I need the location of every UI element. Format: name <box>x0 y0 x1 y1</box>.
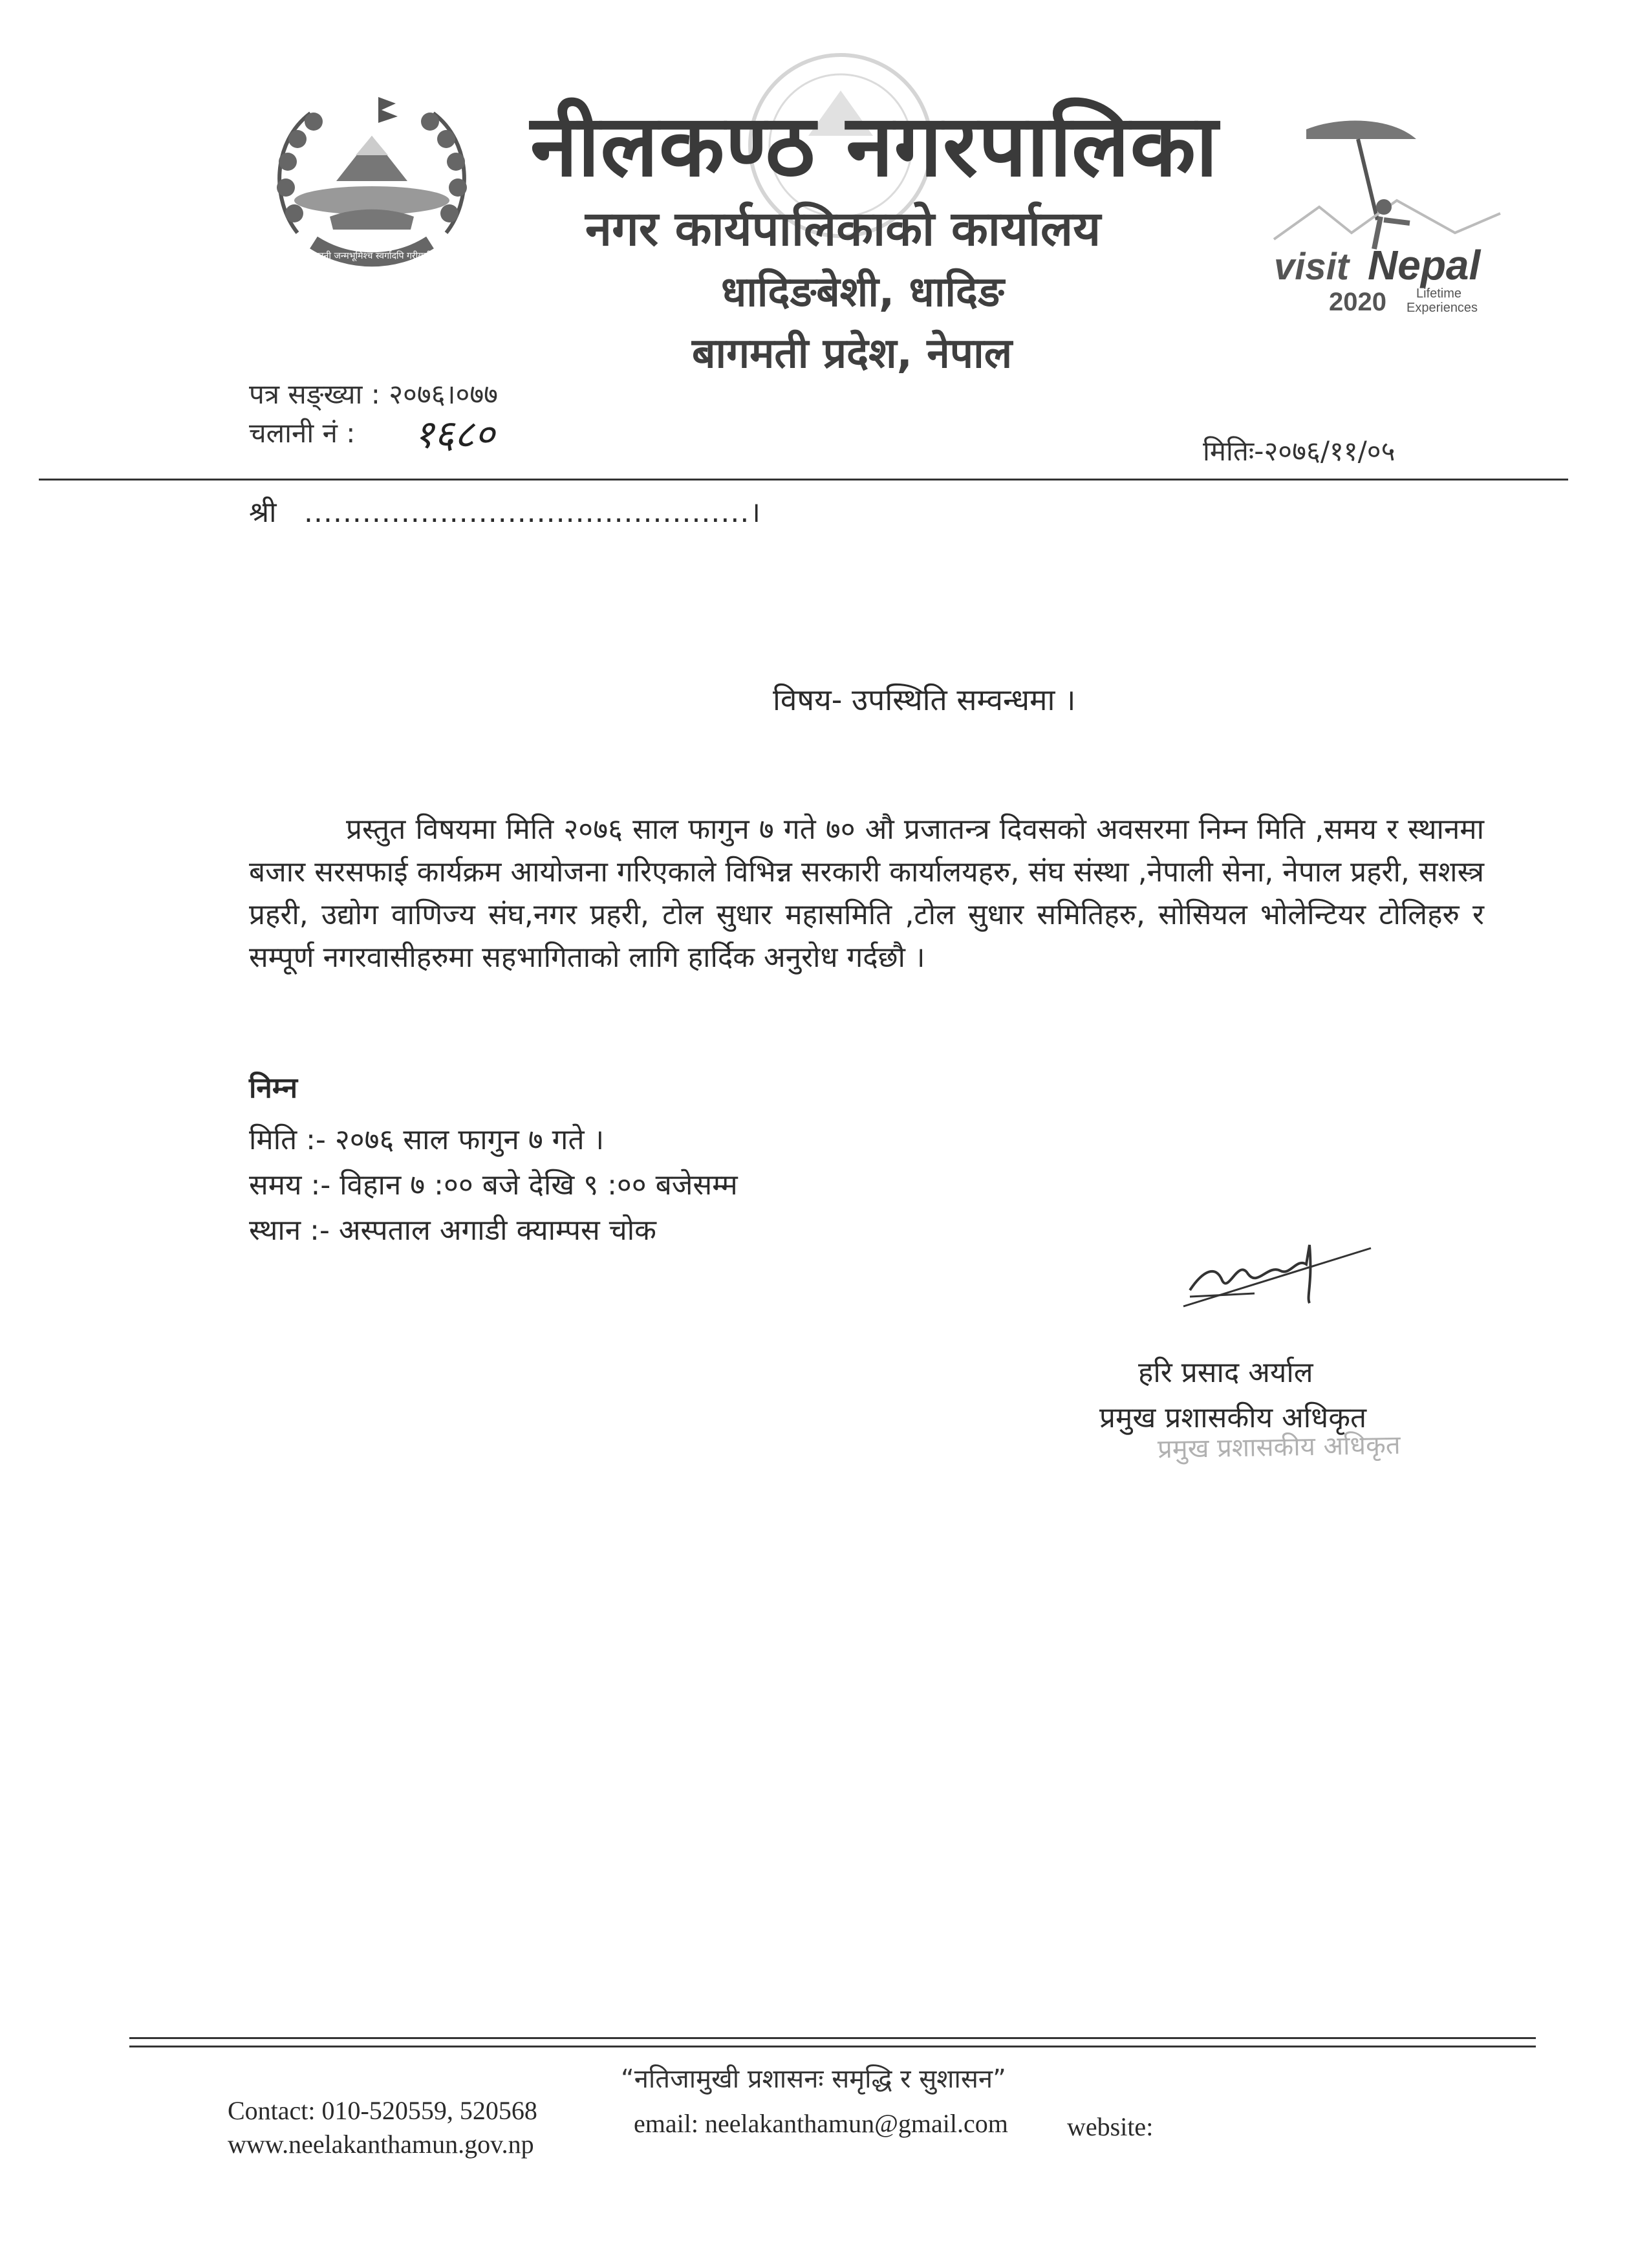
signatory-name: हरि प्रसाद अर्याल <box>1138 1356 1313 1389</box>
letter-body-text: प्रस्तुत विषयमा मिति २०७६ साल फागुन ७ गते ७० औ प्रजातन्त्र दिवसको अवसरमा निम्न मिति ,समय र स्थानमा बजार सरसफाई कार्यक्रम आयोजना गरिएकाले विभिन्न सरकारी कार्यालयहरु, संघ संस्था ,नेपाली सेना, नेपाल प्रहरी, सशस्त्र प्रहरी, उद्योग वाणिज्य संघ,नगर प्रहरी, टोल सुधार महासमिति ,टोल सुधार समितिहरु, सोसियल भोलेन्टियर टोलिहरु र सम्पूर्ण नगरवासीहरुमा सहभागिताको लागि हार्दिक अनुरोध गर्दछौ । <box>249 813 1484 974</box>
tagline-2: Experiences <box>1406 301 1478 315</box>
visit-nepal-2020-logo <box>1261 110 1513 317</box>
details-heading: निम्न <box>249 1072 298 1105</box>
office-location: धादिङबेशी, धादिङ <box>721 268 1004 316</box>
letter-number-label: पत्र सङ्ख्या : <box>249 378 380 410</box>
handwritten-signature <box>1177 1219 1384 1316</box>
letter-date <box>1203 432 1395 469</box>
letter-body <box>249 808 1484 979</box>
footer-contact: Contact: 010-520559, 520568 <box>228 2096 537 2125</box>
nepal-text: Nepal <box>1368 242 1481 288</box>
year-text: 2020 <box>1329 288 1386 316</box>
footer-website-label: website: <box>1067 2112 1154 2141</box>
details-place: स्थान :- अस्पताल अगाडी क्याम्पस चोक <box>249 1214 656 1247</box>
signatory-designation: प्रमुख प्रशासकीय अधिकृत <box>1099 1401 1367 1434</box>
dispatch-number-label: चलानी नं : <box>249 417 356 449</box>
footer-email[interactable]: email: neelakanthamun@gmail.com <box>634 2109 1008 2138</box>
letter-subject: विषय- उपस्थिति सम्वन्धमा । <box>773 682 1076 717</box>
footer-divider-2 <box>129 2046 1536 2047</box>
visit-text: visit <box>1274 246 1350 288</box>
date-label: मितिः- <box>1203 435 1264 467</box>
designation-stamp: प्रमुख प्रशासकीय अधिकृत <box>1157 1430 1401 1465</box>
header-divider <box>39 479 1568 481</box>
dispatch-number-line <box>249 414 355 451</box>
footer-divider-1 <box>129 2037 1536 2039</box>
emblem-motto: जननी जन्मभूमिश्च स्वर्गादपि गरीयसी <box>312 251 432 261</box>
recipient-prefix: श्री <box>249 496 277 529</box>
letter-number-value: २०७६।०७७ <box>389 378 499 410</box>
municipality-title: नीलकण्ठ नगरपालिका <box>530 96 1219 196</box>
recipient-placeholder: ..............................................। <box>304 496 762 529</box>
office-name: नगर कार्यपालिकाको कार्यालय <box>585 201 1101 257</box>
province-name: बागमती प्रदेश, नेपाल <box>692 330 1013 378</box>
dispatch-number-handwritten: १६८० <box>414 412 495 457</box>
details-time: समय :- विहान ७ :०० बजे देखि ९ :०० बजेसम्म <box>249 1169 738 1202</box>
details-date: मिति :- २०७६ साल फागुन ७ गते । <box>249 1123 605 1156</box>
date-value: २०७६/११/०५ <box>1264 435 1396 467</box>
nepal-emblem-logo <box>259 84 485 285</box>
footer-slogan: “नतिजामुखी प्रशासनः समृद्धि र सुशासन” <box>621 2064 1006 2094</box>
footer-website-url[interactable]: www.neelakanthamun.gov.np <box>228 2130 534 2159</box>
tagline-1: Lifetime <box>1416 286 1462 301</box>
